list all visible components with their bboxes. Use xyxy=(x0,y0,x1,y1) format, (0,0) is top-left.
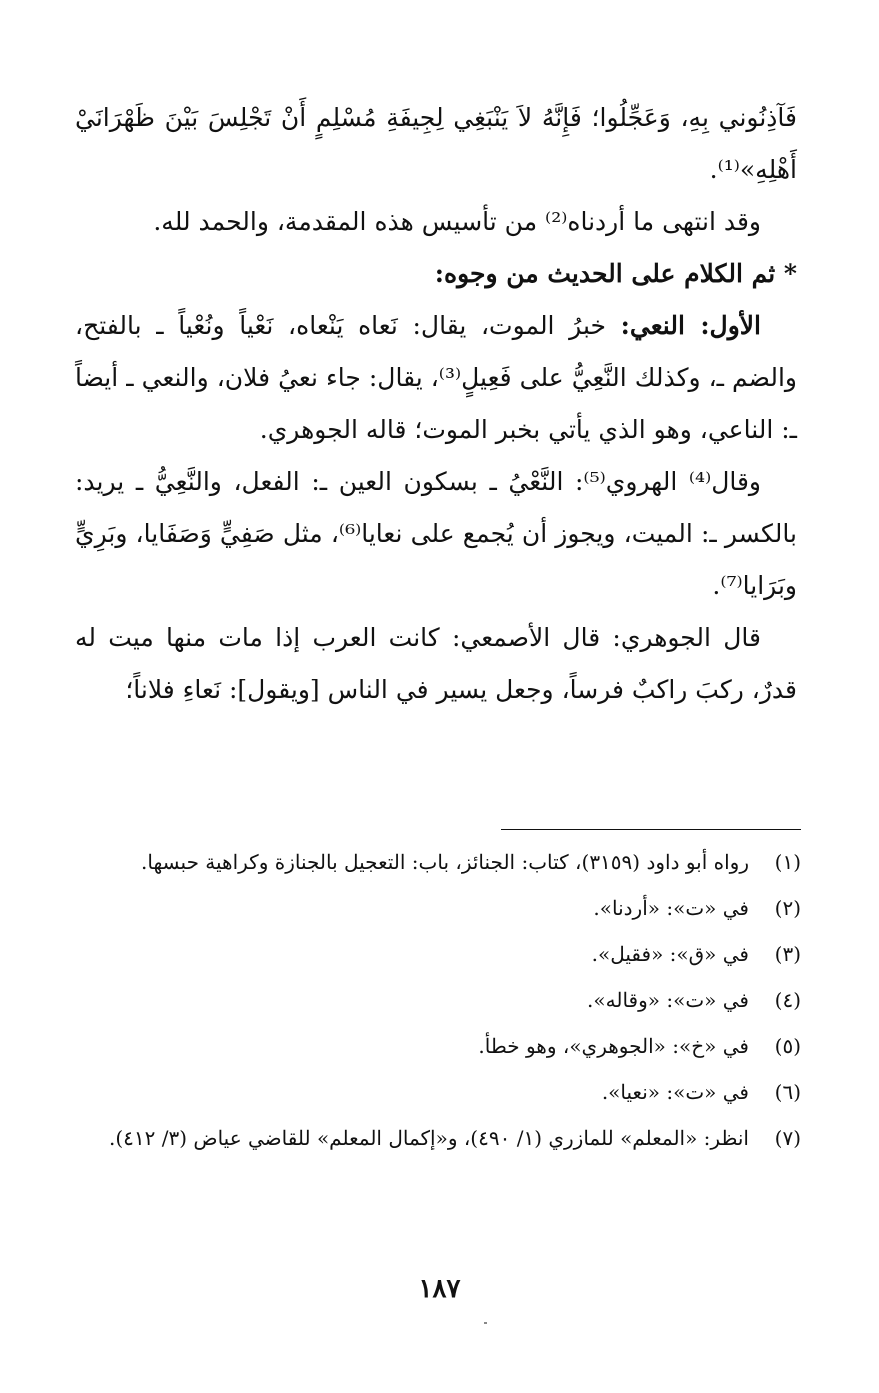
harawi-paragraph: وقال⁽⁴⁾ الهروي⁽⁵⁾: النَّعْيُ ـ بسكون العين ـ: الفعل، والنَّعِيُّ ـ يريد: بالكسر ـ: الميت، ويجوز أن يُجمع على نعايا⁽⁶⁾، مثل صَفِيٍّ وَصَفَايا، وبَرِيٍّ وبَرَايا⁽⁷⁾. xyxy=(75,467,797,600)
footnote-6 xyxy=(75,1076,801,1109)
footnote-number: (٥) xyxy=(774,1034,801,1058)
footnote-5 xyxy=(75,1030,801,1063)
jawhari-paragraph: قال الجوهري: قال الأصمعي: كانت العرب إذا مات منها ميت له قدرٌ، ركبَ راكبٌ فرساً، وجعل يسير في الناس [ويقول]: نَعاءِ فلاناً؛ xyxy=(75,623,797,704)
page-number: ١٨٧ xyxy=(418,1274,461,1304)
footnote-4 xyxy=(75,984,801,1017)
footnote-number: (٧) xyxy=(774,1126,801,1150)
footnote-text: في «خ»: «الجوهري»، وهو خطأ. xyxy=(478,1034,749,1058)
scan-speck xyxy=(484,1322,487,1324)
footnote-text: في «ت»: «نعيا». xyxy=(601,1080,749,1104)
footnote-number: (٢) xyxy=(774,896,801,920)
hadith-end-paragraph: فَآذِنُوني بِهِ، وَعَجِّلُوا؛ فَإِنَّهُ لاَ يَنْبَغِي لِجِيفَةِ مُسْلِمٍ أَنْ تَجْلِسَ بَيْنَ ظَهْرَانَيْ أَهْلِهِ»⁽¹⁾. xyxy=(75,103,797,184)
first-point-paragraph xyxy=(75,300,797,456)
section-heading: * ثم الكلام على الحديث من وجوه: xyxy=(434,259,797,288)
footnote-number: (٤) xyxy=(774,988,801,1012)
footnote-1 xyxy=(75,846,801,879)
footnote-number: (٣) xyxy=(774,942,801,966)
footnote-text: رواه أبو داود (٣١٥٩)، كتاب: الجنائز، باب: التعجيل بالجنازة وكراهية حبسها. xyxy=(141,850,749,874)
first-point-body: خبرُ الموت، يقال: نَعاه يَنْعاه، نَعْياً ونُعْياً ـ بالفتح، والضم ـ، وكذلك النَّعِيُّ على فَعِيلٍ⁽³⁾، يقال: جاء نعيُ فلان، والنعي ـ أيضاً ـ: الناعي، وهو الذي يأتي بخبر الموت؛ قاله الجوهري. xyxy=(75,311,797,444)
footnote-number: (٦) xyxy=(774,1080,801,1104)
main-text xyxy=(75,92,797,716)
footnote-text: انظر: «المعلم» للمازري (١/ ٤٩٠)، و«إكمال المعلم» للقاضي عياض (٣/ ٤١٢). xyxy=(108,1126,749,1150)
footnote-divider xyxy=(501,829,801,830)
footnote-text: في «ت»: «وقاله». xyxy=(587,988,749,1012)
first-point-lead: الأول: النعي: xyxy=(620,311,761,340)
footnote-text: في «ت»: «أردنا». xyxy=(593,896,749,920)
footnotes xyxy=(75,846,801,1168)
footnote-7 xyxy=(75,1122,801,1155)
footnote-3 xyxy=(75,938,801,971)
closing-paragraph: وقد انتهى ما أردناه⁽²⁾ من تأسيس هذه المقدمة، والحمد لله. xyxy=(153,207,761,236)
footnote-2 xyxy=(75,892,801,925)
footnote-number: (١) xyxy=(774,850,801,874)
footnote-text: في «ق»: «فقيل». xyxy=(591,942,749,966)
